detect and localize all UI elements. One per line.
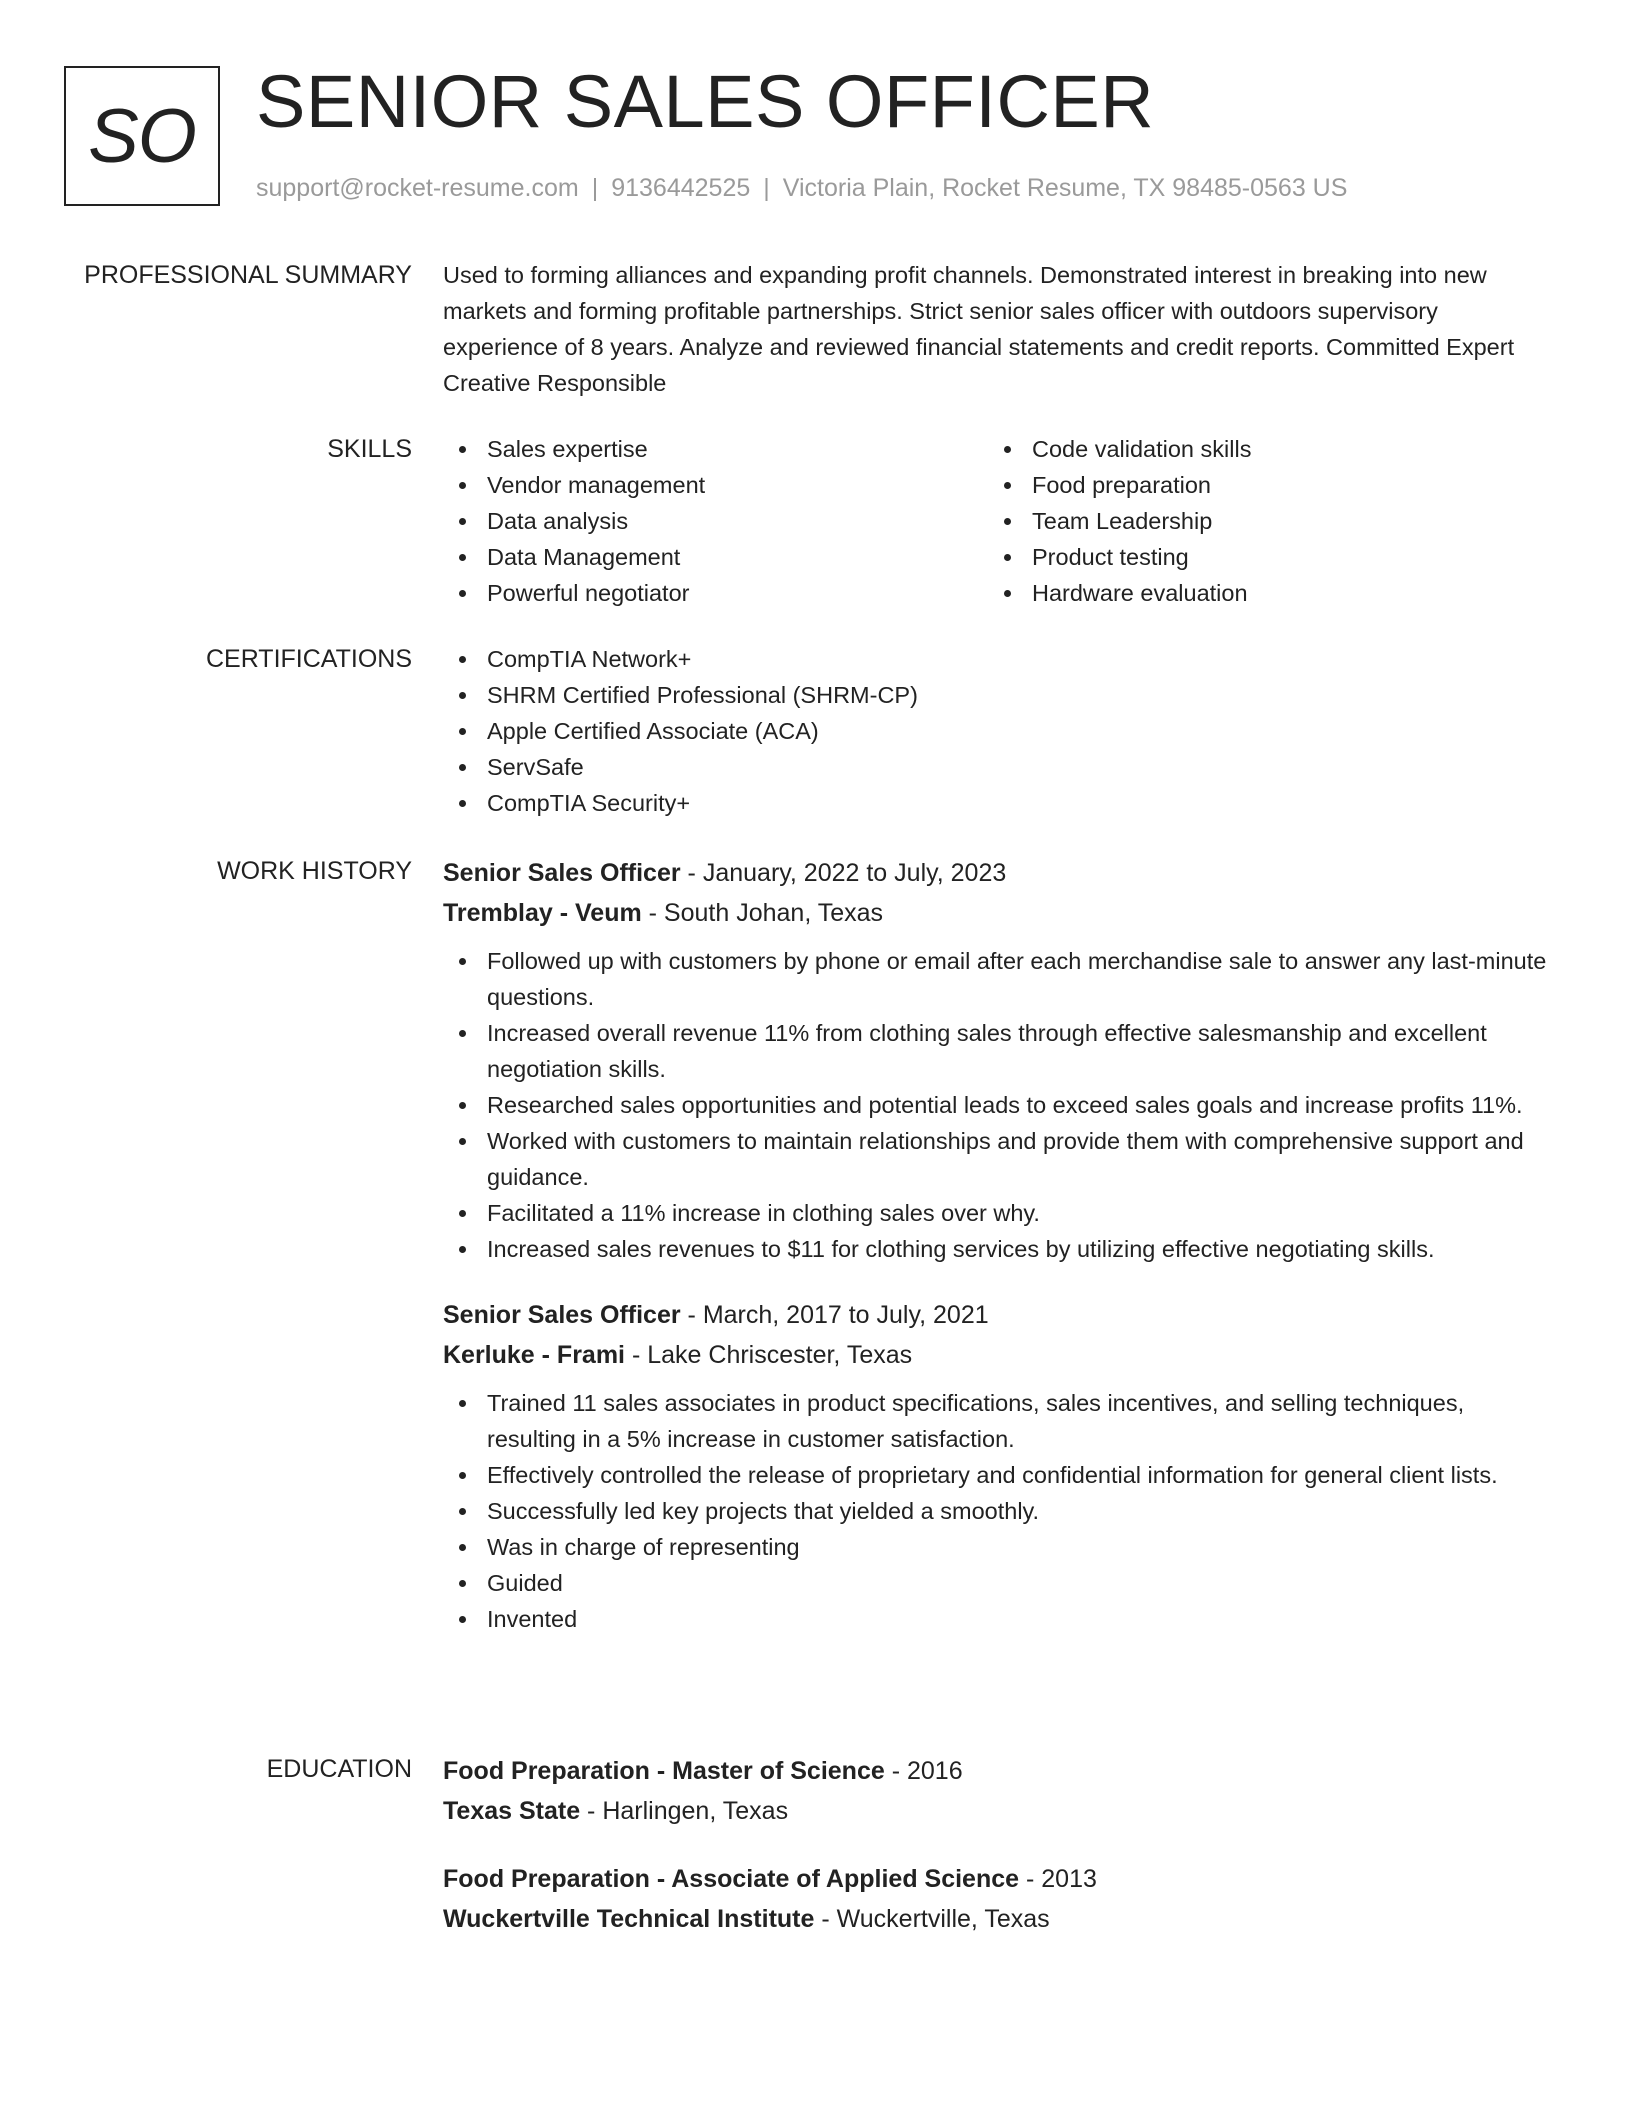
contact-email[interactable]: support@rocket-resume.com	[256, 174, 579, 202]
school-location: - Harlingen, Texas	[580, 1797, 789, 1825]
certification-item: CompTIA Security+	[443, 785, 1558, 821]
section-heading: EDUCATION	[266, 1755, 412, 1783]
school-name: Texas State	[443, 1797, 581, 1825]
job-location: - Lake Chriscester, Texas	[625, 1341, 913, 1369]
section-heading: PROFESSIONAL SUMMARY	[84, 261, 412, 289]
section-body	[443, 257, 1558, 401]
skills-list-left	[443, 431, 988, 611]
contact-phone[interactable]: 9136442525	[611, 174, 751, 202]
skill-item: Team Leadership	[988, 503, 1533, 539]
job-duty: Trained 11 sales associates in product specifications, sales incentives, and selling techniques, resulting in a 5% increase in customer satisfaction.	[443, 1385, 1558, 1457]
job-duties-list	[443, 943, 1558, 1267]
job-duty: Increased sales revenues to $11 for clothing services by utilizing effective negotiating skills.	[443, 1231, 1558, 1267]
degree-line	[443, 1751, 1558, 1791]
job-dates: - March, 2017 to July, 2021	[680, 1301, 989, 1329]
job-dates: - January, 2022 to July, 2023	[680, 859, 1007, 887]
skill-item: Data analysis	[443, 503, 988, 539]
job-duty: Guided	[443, 1565, 1558, 1601]
resume-title: SENIOR SALES OFFICER	[256, 60, 1155, 143]
skill-item: Product testing	[988, 539, 1533, 575]
school-location: - Wuckertville, Texas	[814, 1905, 1050, 1933]
job-title: Senior Sales Officer	[443, 859, 681, 887]
job-duty: Effectively controlled the release of proprietary and confidential information for general client lists.	[443, 1457, 1558, 1493]
section-body	[443, 853, 1558, 1665]
job-company-line	[443, 1335, 1558, 1375]
contact-address: Victoria Plain, Rocket Resume, TX 98485-0563 US	[782, 174, 1348, 202]
education-entry	[443, 1751, 1558, 1831]
section-heading: SKILLS	[327, 435, 412, 463]
job-title: Senior Sales Officer	[443, 1301, 681, 1329]
certification-item: SHRM Certified Professional (SHRM-CP)	[443, 677, 1558, 713]
job-company: Tremblay - Veum	[443, 899, 642, 927]
job-duty: Invented	[443, 1601, 1558, 1637]
degree-name: Food Preparation - Master of Science	[443, 1757, 885, 1785]
monogram-text: SO	[88, 93, 196, 179]
degree-year: - 2016	[884, 1757, 963, 1785]
degree-year: - 2013	[1019, 1865, 1097, 1893]
job-title-line	[443, 1295, 1558, 1335]
job-duty: Followed up with customers by phone or email after each merchandise sale to answer any last-minute questions.	[443, 943, 1558, 1015]
skills-list-right	[988, 431, 1533, 611]
contact-line	[256, 174, 1347, 203]
section-heading: WORK HISTORY	[217, 857, 412, 885]
section-body	[443, 641, 1558, 821]
skill-item: Food preparation	[988, 467, 1533, 503]
certification-item: Apple Certified Associate (ACA)	[443, 713, 1558, 749]
skill-item: Vendor management	[443, 467, 988, 503]
job-company: Kerluke - Frami	[443, 1341, 626, 1369]
job-duty: Successfully led key projects that yielded a smoothly.	[443, 1493, 1558, 1529]
job-duty: Worked with customers to maintain relationships and provide them with comprehensive support and guidance.	[443, 1123, 1558, 1195]
job-duty: Facilitated a 11% increase in clothing sales over why.	[443, 1195, 1558, 1231]
certifications-list	[443, 641, 1558, 821]
job-entry	[443, 1295, 1558, 1637]
skill-item: Code validation skills	[988, 431, 1533, 467]
contact-separator: |	[763, 174, 770, 202]
job-entry	[443, 853, 1558, 1267]
certification-item: ServSafe	[443, 749, 1558, 785]
section-body	[443, 1751, 1558, 1967]
skill-item: Sales expertise	[443, 431, 988, 467]
degree-line	[443, 1859, 1558, 1899]
job-location: - South Johan, Texas	[641, 899, 884, 927]
job-title-line	[443, 853, 1558, 893]
certification-item: CompTIA Network+	[443, 641, 1558, 677]
skill-item: Hardware evaluation	[988, 575, 1533, 611]
contact-separator: |	[591, 174, 599, 202]
skill-item: Data Management	[443, 539, 988, 575]
degree-name: Food Preparation - Associate of Applied Science	[443, 1865, 1020, 1893]
skill-item: Powerful negotiator	[443, 575, 988, 611]
skills-columns	[443, 431, 1558, 611]
school-line	[443, 1791, 1558, 1831]
section-heading: CERTIFICATIONS	[205, 645, 412, 673]
job-duty: Researched sales opportunities and potential leads to exceed sales goals and increase profits 11%.	[443, 1087, 1558, 1123]
summary-text: Used to forming alliances and expanding profit channels. Demonstrated interest in breaking into new markets and forming profitable partnerships. Strict senior sales officer with outdoors supervisory experience of 8 years. Analyze and reviewed financial statements and credit reports. Committed Expert Creative Responsible	[443, 262, 1515, 396]
monogram-badge	[64, 66, 220, 206]
job-company-line	[443, 893, 1558, 933]
job-duty: Was in charge of representing	[443, 1529, 1558, 1565]
education-entry	[443, 1859, 1558, 1939]
school-name: Wuckertville Technical Institute	[443, 1905, 815, 1933]
job-duty: Increased overall revenue 11% from clothing sales through effective salesmanship and excellent negotiation skills.	[443, 1015, 1558, 1087]
school-line	[443, 1899, 1558, 1939]
job-duties-list	[443, 1385, 1558, 1637]
